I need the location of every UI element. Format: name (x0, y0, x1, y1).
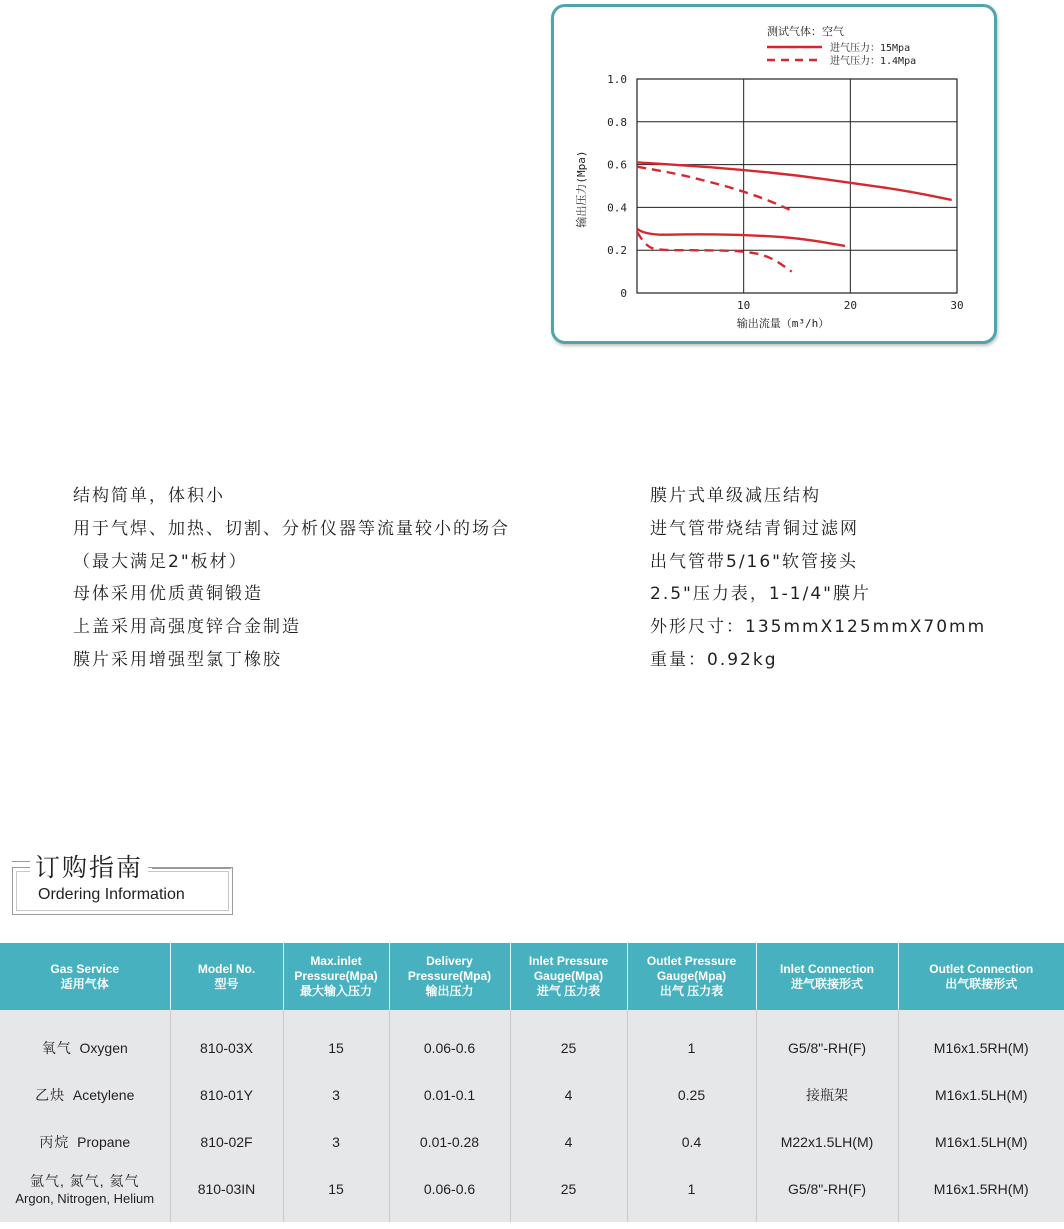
cell-gas: 乙炔 Acetylene (0, 1071, 170, 1118)
ordering-title-zh: 订购指南 (35, 853, 144, 882)
y-axis-label: 输出压力(Mpa) (575, 150, 588, 228)
features-left-list (73, 484, 510, 681)
feature-item: 用于气焊、加热、切割、分析仪器等流量较小的场合 (73, 518, 510, 539)
cell-outlet-gauge: 1 (627, 1165, 756, 1222)
feature-item: 膜片采用增强型氯丁橡胶 (73, 649, 282, 670)
legend-entry-solid: 进气压力：15Mpa (830, 43, 911, 54)
y-tick-label: 0.2 (607, 244, 627, 258)
title-deco-line-left (12, 861, 30, 862)
cell-gas: 氩气, 氮气, 氦气 Argon, Nitrogen, Helium (0, 1165, 170, 1222)
cell-model: 810-02F (170, 1118, 283, 1165)
chart-grid (637, 79, 957, 293)
cell-delivery: 0.06-0.6 (389, 1010, 510, 1071)
table-row (0, 1165, 1064, 1222)
ordering-title-wrap (30, 853, 148, 883)
cell-model: 810-01Y (170, 1071, 283, 1118)
pressure-flow-chart (554, 7, 994, 341)
header-inlet-connection: Inlet Connection 进气联接形式 (756, 943, 898, 1010)
legend-title: 测试气体：空气 (767, 25, 844, 38)
cell-inlet-gauge: 4 (510, 1071, 627, 1118)
cell-inlet-connection: G5/8"-RH(F) (756, 1010, 898, 1071)
feature-item: 2.5"压力表，1-1/4"膜片 (650, 584, 871, 605)
header-inlet-gauge: Inlet Pressure Gauge(Mpa) 进气 压力表 (510, 943, 627, 1010)
cell-max-inlet: 15 (283, 1165, 389, 1222)
table-header-row (0, 943, 1064, 1010)
plot-frame (637, 79, 957, 293)
series-line-solid (637, 229, 845, 246)
y-tick-label: 0.8 (607, 115, 627, 129)
feature-item: 膜片式单级减压结构 (650, 486, 821, 506)
cell-inlet-connection: G5/8"-RH(F) (756, 1165, 898, 1222)
cell-max-inlet: 3 (283, 1071, 389, 1118)
cell-gas: 丙烷 Propane (0, 1118, 170, 1165)
table-row (0, 1071, 1064, 1118)
cell-model: 810-03X (170, 1010, 283, 1071)
header-outlet-connection: Outlet Connection 出气联接形式 (898, 943, 1064, 1010)
chart-series (637, 162, 952, 271)
cell-outlet-connection: M16x1.5LH(M) (934, 1133, 1028, 1150)
cell-outlet-gauge: 1 (627, 1010, 756, 1071)
feature-item: 上盖采用高强度锌合金制造 (73, 617, 301, 638)
y-tick-label: 0.6 (607, 158, 627, 172)
series-line-dashed (637, 232, 792, 272)
y-tick-label: 1.0 (607, 73, 627, 86)
ordering-title-en: Ordering Information (38, 886, 185, 903)
table-row (0, 1118, 1064, 1165)
feature-item: 出气管带5/16"软管接头 (650, 551, 858, 572)
feature-item: 母体采用优质黄铜锻造 (73, 584, 263, 605)
cell-max-inlet: 15 (283, 1010, 389, 1071)
ordering-table (0, 943, 1064, 1222)
cell-outlet-connection: M16x1.5RH(M) (933, 1039, 1029, 1056)
feature-item: （最大满足2"板材） (73, 551, 248, 572)
cell-gas: 氧气 Oxygen (0, 1010, 170, 1071)
y-tick-label: 0 (620, 287, 627, 300)
cell-outlet-connection: M16x1.5RH(M) (933, 1180, 1029, 1197)
cell-outlet-gauge: 0.4 (627, 1118, 756, 1165)
table-row (0, 1010, 1064, 1071)
pressure-flow-chart-card (551, 4, 997, 344)
cell-model: 810-03IN (170, 1165, 283, 1222)
feature-item: 重量：0.92kg (650, 649, 778, 670)
legend-entry-dashed: 进气压力：1.4Mpa (830, 56, 917, 67)
header-delivery: Delivery Pressure(Mpa) 输出压力 (389, 943, 510, 1010)
cell-outlet-connection: M16x1.5LH(M) (934, 1086, 1028, 1103)
header-outlet-gauge: Outlet Pressure Gauge(Mpa) 出气 压力表 (627, 943, 756, 1010)
cell-inlet-connection: M22x1.5LH(M) (756, 1118, 898, 1165)
cell-inlet-gauge: 4 (510, 1118, 627, 1165)
feature-item: 外形尺寸：135mmX125mmX70mm (650, 617, 987, 638)
cell-inlet-gauge: 25 (510, 1010, 627, 1071)
header-model-no: Model No. 型号 (170, 943, 283, 1010)
cell-delivery: 0.01-0.28 (389, 1118, 510, 1165)
x-tick-label: 10 (737, 299, 751, 312)
cell-delivery: 0.06-0.6 (389, 1165, 510, 1222)
feature-item: 进气管带烧结青铜过滤网 (650, 518, 859, 539)
title-deco-line-right (152, 868, 231, 869)
header-max-inlet: Max.inlet Pressure(Mpa) 最大输入压力 (283, 943, 389, 1010)
cell-outlet-gauge: 0.25 (627, 1071, 756, 1118)
x-axis-label: 输出流量（m³/h） (736, 317, 830, 330)
cell-max-inlet: 3 (283, 1118, 389, 1165)
x-tick-label: 20 (843, 299, 857, 312)
y-tick-label: 0.4 (607, 201, 627, 215)
features-right-list (650, 484, 986, 681)
header-gas-service: Gas Service 适用气体 (0, 943, 170, 1010)
x-tick-label: 30 (950, 299, 964, 312)
series-line-solid (637, 162, 952, 199)
cell-delivery: 0.01-0.1 (389, 1071, 510, 1118)
cell-inlet-connection: 接瓶架 (756, 1071, 898, 1118)
feature-item: 结构简单，体积小 (73, 486, 225, 506)
cell-inlet-gauge: 25 (510, 1165, 627, 1222)
